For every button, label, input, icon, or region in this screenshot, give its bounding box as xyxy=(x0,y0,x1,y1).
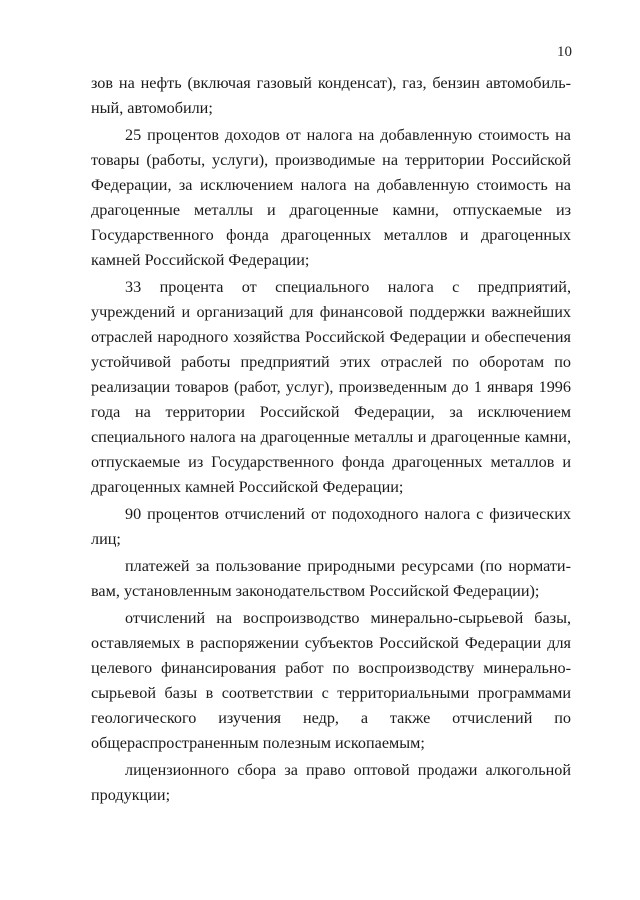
paragraph-continuation: зов на нефть (включая газовый конденсат), газ, бензин автомобильный, автомобили; xyxy=(91,74,571,117)
paragraph-income-tax-share: 90 процентов отчислений от подоходного налога с физических лиц; xyxy=(91,505,571,548)
paragraph-natural-resources: платежей за пользование природными ресурсами (по нормативам, установленным законодательством Российской Федерации); xyxy=(91,557,571,600)
paragraph-special-tax-share: 33 процента от специального налога с предприятий, учреждений и организаций для финансовой поддержки важнейших отраслей народного хозяйства Российской Федерации и обеспечения устойчивой работы предприятий этих отраслей по оборотам по реализации товаров (работ, услуг), произведенным до 1 января 1996 года на территории Российской Федерации, за исключением специального налога на драгоценные металлы и драгоценные камни, отпускаемые из Государственного фонда драгоценных металлов и драгоценных камней Российской Федерации; xyxy=(91,278,571,496)
paragraph-mineral-base: отчислений на воспроизводство минерально-сырьевой базы, оставляемых в распоряжении субъектов Российской Федерации для целевого финансирования работ по воспроизводству минерально-сырьевой базы в соответствии с территориальными программами геологического изучения недр, а также отчислений по общераспространенным полезным ископаемым; xyxy=(91,609,571,752)
document-body xyxy=(91,71,571,810)
paragraph-license-fee: лицензионного сбора за право оптовой продажи алкогольной продукции; xyxy=(91,761,571,804)
paragraph-vat-share: 25 процентов доходов от налога на добавленную стоимость на товары (работы, услуги), производимые на территории Российской Федерации, за исключением налога на добавленную стоимость на драгоценные металлы и драгоценные камни, отпускаемые из Государственного фонда драгоценных металлов и драгоценных камней Российской Федерации; xyxy=(91,126,571,269)
page-number: 10 xyxy=(557,44,572,60)
